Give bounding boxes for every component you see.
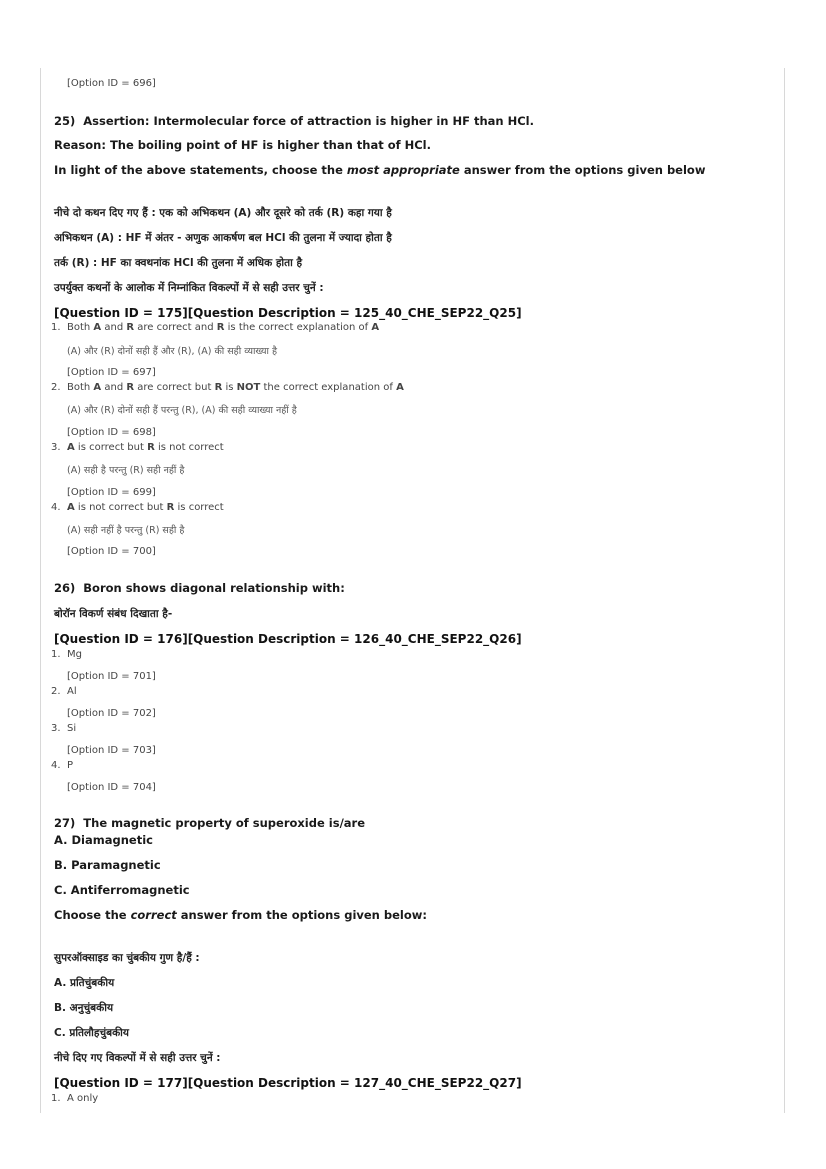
question-26-id: [Question ID = 176][Question Description = 126_40_CHE_SEP22_Q26] [54,632,522,646]
option-text: Al [67,686,77,697]
option-hindi: (A) सही है परन्तु (R) सही नहीं है [67,465,185,476]
option-id: [Option ID = 699] [67,487,156,498]
question-27-hindi-a: A. प्रतिचुंबकीय [54,977,115,989]
option-hindi: (A) और (R) दोनों सही हैं और (R), (A) की सही व्याख्या है [67,346,277,357]
question-27-statement-b: B. Paramagnetic [54,858,161,872]
option-number: 1. [51,649,61,660]
option-id: [Option ID = 698] [67,427,156,438]
question-25-id: [Question ID = 175][Question Description = 125_40_CHE_SEP22_Q25] [54,306,522,320]
option-id: [Option ID = 703] [67,745,156,756]
question-27-instruction: Choose the correct answer from the options given below: [54,908,427,922]
question-27-statement-a: A. Diamagnetic [54,833,153,847]
option-id: [Option ID = 697] [67,367,156,378]
option-text: Both A and R are correct but R is NOT the correct explanation of A [67,382,404,393]
question-25-reason: Reason: The boiling point of HF is higher than that of HCl. [54,138,431,152]
question-26-hindi: बोरॉन विकर्ण संबंध दिखाता है- [54,608,173,620]
option-id: [Option ID = 702] [67,708,156,719]
question-27-statement-c: C. Antiferromagnetic [54,883,190,897]
option-id: [Option ID = 696] [67,78,156,89]
option-text: P [67,760,74,771]
question-25-hindi-assertion: अभिकथन (A) : HF में अंतर - अणुक आकर्षण बल HCl की तुलना में ज्यादा होता है [54,232,392,244]
option-number: 2. [51,686,61,697]
option-number: 2. [51,382,61,393]
option-text: Si [67,723,77,734]
question-25-hindi-intro: नीचे दो कथन दिए गए हैं : एक को अभिकथन (A) और दूसरे को तर्क (R) कहा गया है [54,207,392,219]
option-number: 1. [51,322,61,333]
option-text: A is not correct but R is correct [67,502,224,513]
option-number: 4. [51,502,61,513]
option-id: [Option ID = 704] [67,782,156,793]
option-number: 4. [51,760,61,771]
question-27-hindi-text: सुपरऑक्साइड का चुंबकीय गुण है/हैं : [54,952,200,964]
option-text: A is correct but R is not correct [67,442,224,453]
question-26-text: 26) Boron shows diagonal relationship with: [54,581,345,595]
question-27-hindi-c: C. प्रतिलौहचुंबकीय [54,1027,129,1039]
option-number: 3. [51,442,61,453]
option-text: Both A and R are correct and R is the correct explanation of A [67,322,380,333]
question-25-assertion: 25) Assertion: Intermolecular force of attraction is higher in HF than HCl. [54,114,534,128]
question-27-hindi-b: B. अनुचुंबकीय [54,1002,114,1014]
option-text: A only [67,1093,99,1104]
option-number: 1. [51,1093,61,1104]
page-border-right [784,68,785,1113]
option-hindi: (A) और (R) दोनों सही हैं परन्तु (R), (A) की सही व्याख्या नहीं है [67,405,297,416]
question-25-hindi-instruction: उपर्युक्त कथनों के आलोक में निम्नांकित विकल्पों में से सही उत्तर चुनें : [54,282,324,294]
option-id: [Option ID = 701] [67,671,156,682]
option-number: 3. [51,723,61,734]
question-27-text: 27) The magnetic property of superoxide is/are [54,816,365,830]
option-hindi: (A) सही नहीं है परन्तु (R) सही है [67,525,185,536]
question-25-hindi-reason: तर्क (R) : HF का क्वथनांक HCl की तुलना में अधिक होता है [54,257,303,269]
question-27-id: [Question ID = 177][Question Description = 127_40_CHE_SEP22_Q27] [54,1076,522,1090]
page-border-left [40,68,41,1113]
question-25-instruction: In light of the above statements, choose the most appropriate answer from the options given below [54,163,706,177]
option-text: Mg [67,649,82,660]
question-27-hindi-instruction: नीचे दिए गए विकल्पों में से सही उत्तर चुनें : [54,1052,221,1064]
option-id: [Option ID = 700] [67,546,156,557]
